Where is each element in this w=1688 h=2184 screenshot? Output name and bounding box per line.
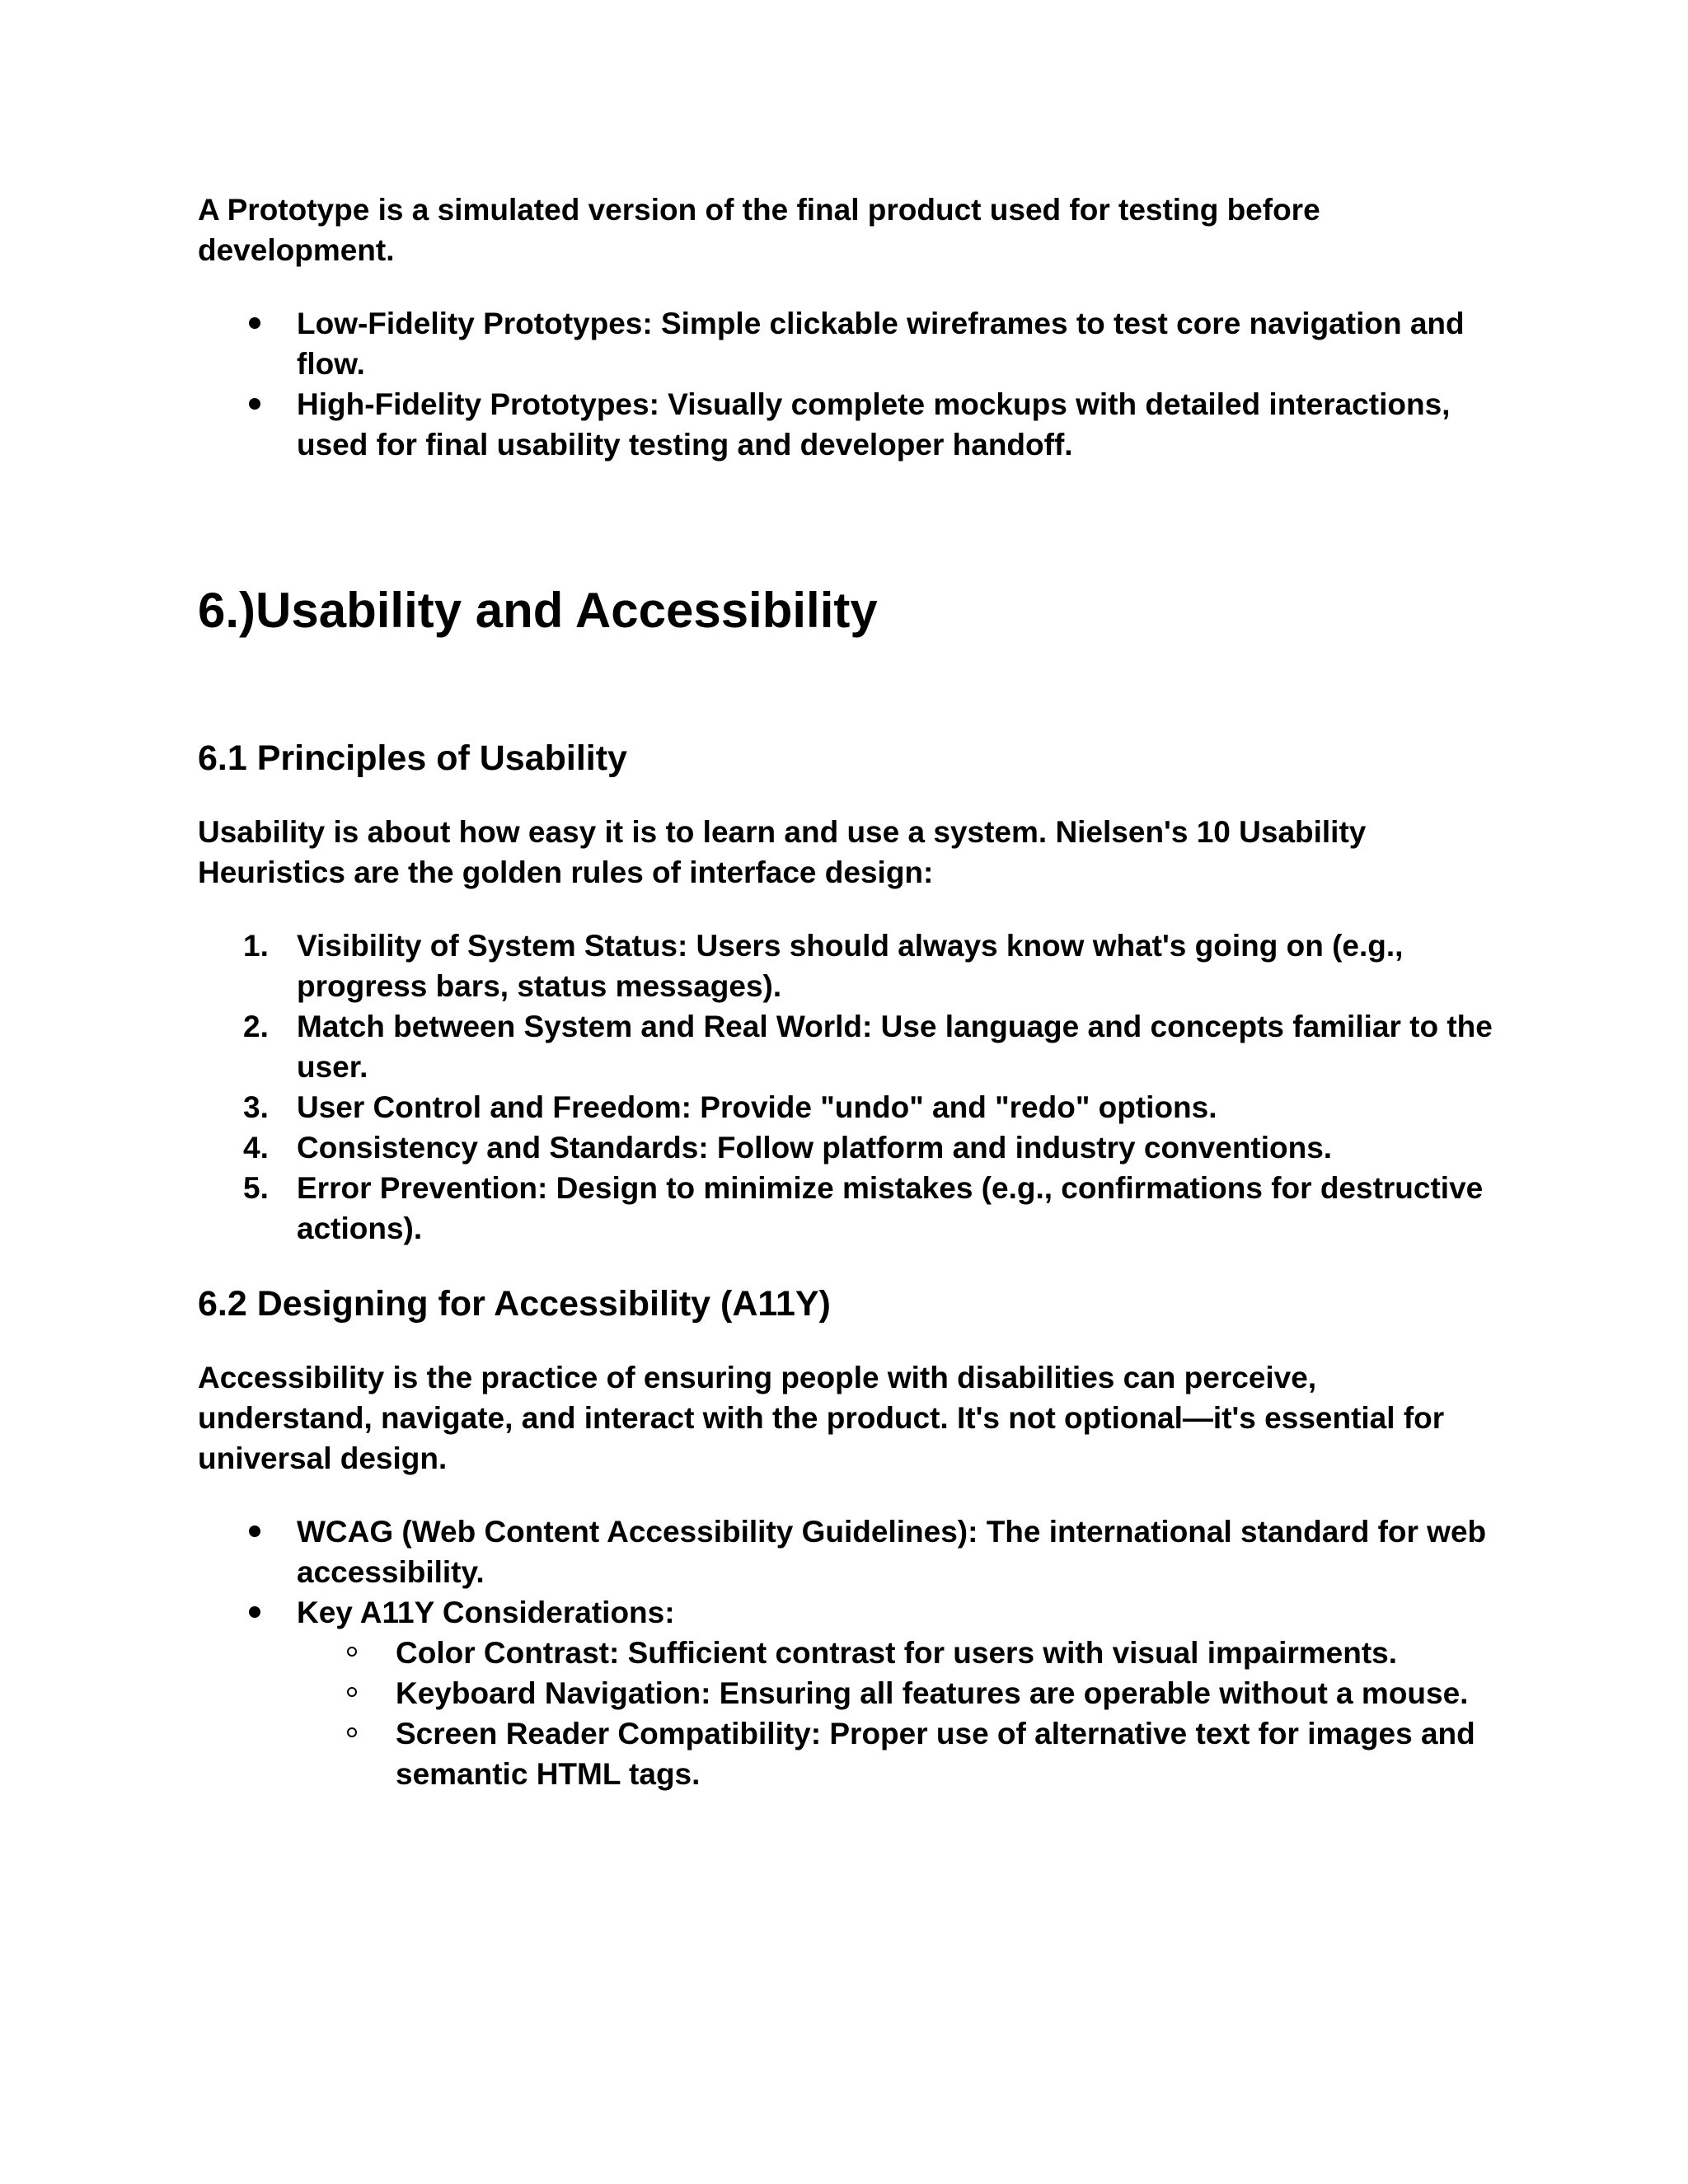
list-item-text: Low-Fidelity Prototypes: Simple clickable wireframes to test core navigation and flow.	[297, 307, 1465, 381]
list-item	[198, 1168, 1517, 1249]
accessibility-bullet-list	[198, 1511, 1517, 1794]
list-number: 4.	[243, 1131, 269, 1165]
list-item-text: Match between System and Real World: Use language and concepts familiar to the user.	[297, 1010, 1493, 1084]
sub-list-item-text: Screen Reader Compatibility: Proper use of alternative text for images and semantic HTML tags.	[396, 1717, 1475, 1791]
heuristics-list	[198, 926, 1517, 1249]
list-item-text: WCAG (Web Content Accessibility Guidelines): The international standard for web accessibility.	[297, 1515, 1487, 1589]
list-item	[198, 926, 1517, 1006]
list-item-text: User Control and Freedom: Provide "undo" and "redo" options.	[297, 1090, 1217, 1124]
bullet-icon	[249, 398, 260, 410]
prototype-intro: A Prototype is a simulated version of the final product used for testing before development.	[198, 193, 1320, 267]
subsection-title-usability: 6.1 Principles of Usability	[198, 738, 627, 778]
sub-list-item	[198, 1713, 1517, 1794]
bullet-icon	[249, 1526, 260, 1537]
document-page	[198, 190, 1517, 1794]
subsection-title-accessibility: 6.2 Designing for Accessibility (A11Y)	[198, 1284, 831, 1324]
prototype-bullet-list	[198, 303, 1517, 465]
list-item	[198, 1592, 1517, 1633]
sub-list-item	[198, 1633, 1517, 1673]
list-item	[198, 384, 1517, 465]
hollow-bullet-icon	[347, 1647, 357, 1657]
bullet-icon	[249, 1606, 260, 1618]
list-item-text: Visibility of System Status: Users should always know what's going on (e.g., progress bars, status messages).	[297, 929, 1404, 1003]
list-number: 3.	[243, 1090, 269, 1124]
section-title: 6.)Usability and Accessibility	[198, 583, 878, 638]
list-item-text: High-Fidelity Prototypes: Visually complete mockups with detailed interactions, used for final usability testing and developer handoff.	[297, 387, 1451, 462]
sub-list-item	[198, 1673, 1517, 1713]
list-item	[198, 1511, 1517, 1592]
list-item	[198, 303, 1517, 384]
list-item-text: Key A11Y Considerations:	[297, 1596, 675, 1629]
list-number: 1.	[243, 929, 269, 963]
list-number: 2.	[243, 1010, 269, 1043]
hollow-bullet-icon	[347, 1727, 357, 1737]
accessibility-intro: Accessibility is the practice of ensuring people with disabilities can perceive, understand, navigate, and interact with the product. It's not optional—it's essential for universal design.	[198, 1361, 1445, 1475]
list-item	[198, 1127, 1517, 1168]
list-item-text: Error Prevention: Design to minimize mistakes (e.g., confirmations for destructive actions).	[297, 1171, 1484, 1245]
sub-list-item-text: Keyboard Navigation: Ensuring all features are operable without a mouse.	[396, 1676, 1469, 1710]
list-item-text: Consistency and Standards: Follow platform and industry conventions.	[297, 1131, 1333, 1165]
hollow-bullet-icon	[347, 1687, 357, 1697]
bullet-icon	[249, 317, 260, 329]
list-number: 5.	[243, 1171, 269, 1205]
usability-intro: Usability is about how easy it is to learn and use a system. Nielsen's 10 Usability Heuristics are the golden rules of interface design:	[198, 815, 1367, 889]
list-item	[198, 1006, 1517, 1087]
sub-list-item-text: Color Contrast: Sufficient contrast for users with visual impairments.	[396, 1636, 1398, 1670]
list-item	[198, 1087, 1517, 1127]
